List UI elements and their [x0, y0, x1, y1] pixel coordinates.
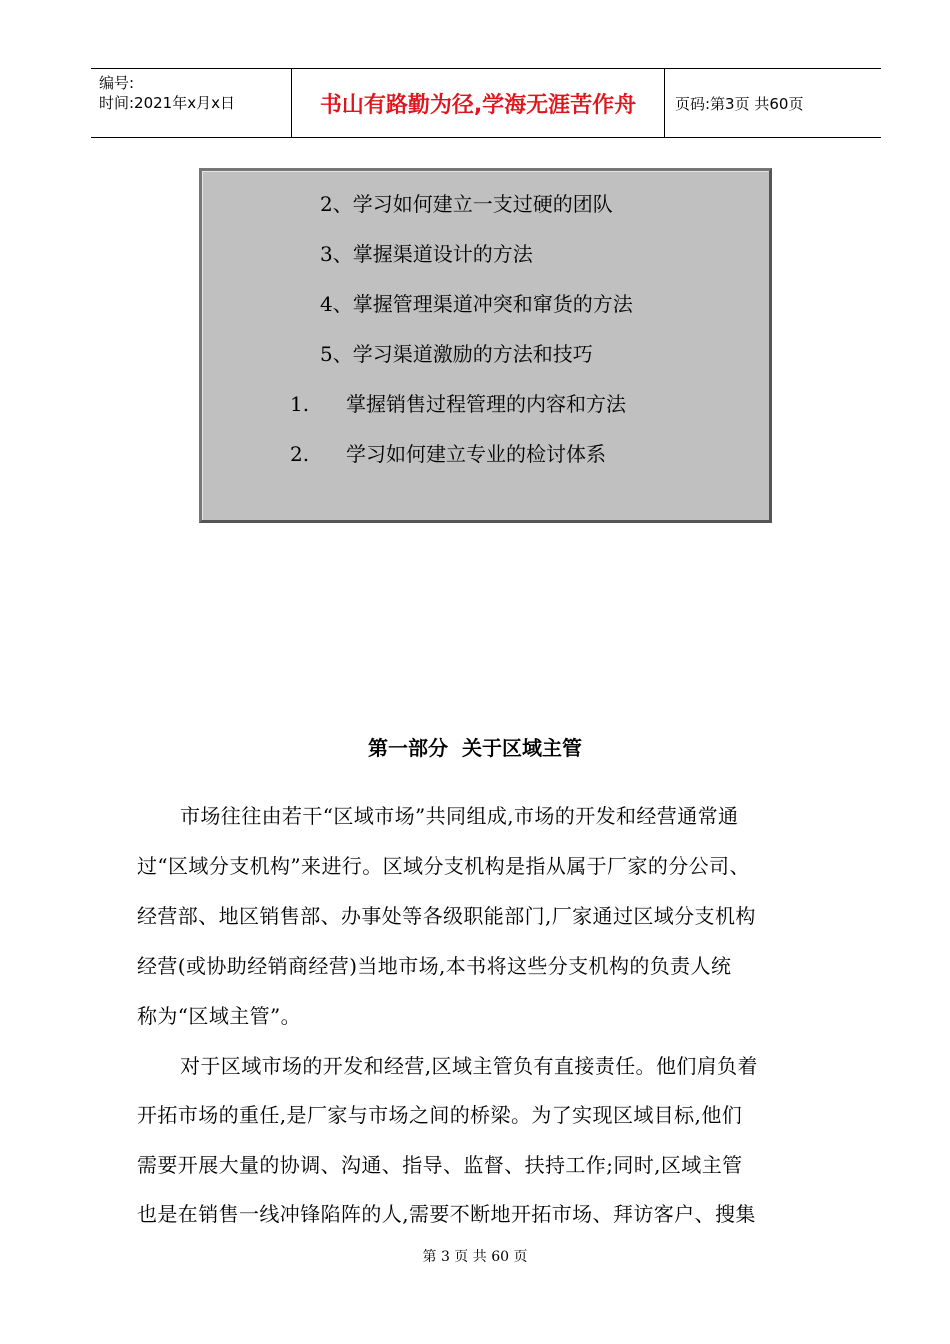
paragraph-line: 市场往往由若干“区域市场”共同组成,市场的开发和经营通常通 — [180, 804, 739, 828]
objective-item: 4、掌握管理渠道冲突和窜货的方法 — [320, 292, 633, 316]
objective-item: 5、学习渠道激励的方法和技巧 — [320, 342, 593, 366]
objective-item: 3、掌握渠道设计的方法 — [320, 242, 533, 266]
paragraph-line: 也是在销售一线冲锋陷阵的人,需要不断地开拓市场、拜访客户、搜集 — [137, 1202, 756, 1226]
paragraph-line: 对于区域市场的开发和经营,区域主管负有直接责任。他们肩负着 — [180, 1054, 758, 1078]
header-motto: 书山有路勤为径,学海无涯苦作舟 — [292, 69, 665, 137]
objective-number: 1. — [290, 392, 310, 416]
paragraph-line: 过“区域分支机构”来进行。区域分支机构是指从属于厂家的分公司、 — [137, 854, 750, 878]
objective-item: 2. 学习如何建立专业的检讨体系 — [290, 442, 606, 466]
paragraph-line: 需要开展大量的协调、沟通、指导、监督、扶持工作;同时,区域主管 — [137, 1153, 743, 1177]
paragraph-line: 经营(或协助经销商经营)当地市场,本书将这些分支机构的负责人统 — [137, 954, 732, 978]
objective-item: 1. 掌握销售过程管理的内容和方法 — [290, 392, 626, 416]
time-label: 时间:2021年x月x日 — [99, 94, 235, 112]
page-header — [91, 68, 881, 138]
paragraph-line: 开拓市场的重任,是厂家与市场之间的桥梁。为了实现区域目标,他们 — [137, 1103, 743, 1127]
header-meta — [91, 69, 292, 137]
page-footer: 第 3 页 共 60 页 — [422, 1249, 528, 1265]
paragraph-line: 称为“区域主管”。 — [137, 1004, 302, 1028]
paragraph-line: 经营部、地区销售部、办事处等各级职能部门,厂家通过区域分支机构 — [137, 904, 756, 928]
objective-item: 2、学习如何建立一支过硬的团队 — [320, 192, 613, 216]
header-page-number: 页码:第3页 共60页 — [675, 94, 804, 113]
section-title: 第一部分 关于区域主管 — [368, 736, 582, 760]
objective-number: 2. — [290, 442, 310, 466]
course-objectives-box — [199, 168, 772, 523]
number-label: 编号: — [99, 74, 135, 92]
